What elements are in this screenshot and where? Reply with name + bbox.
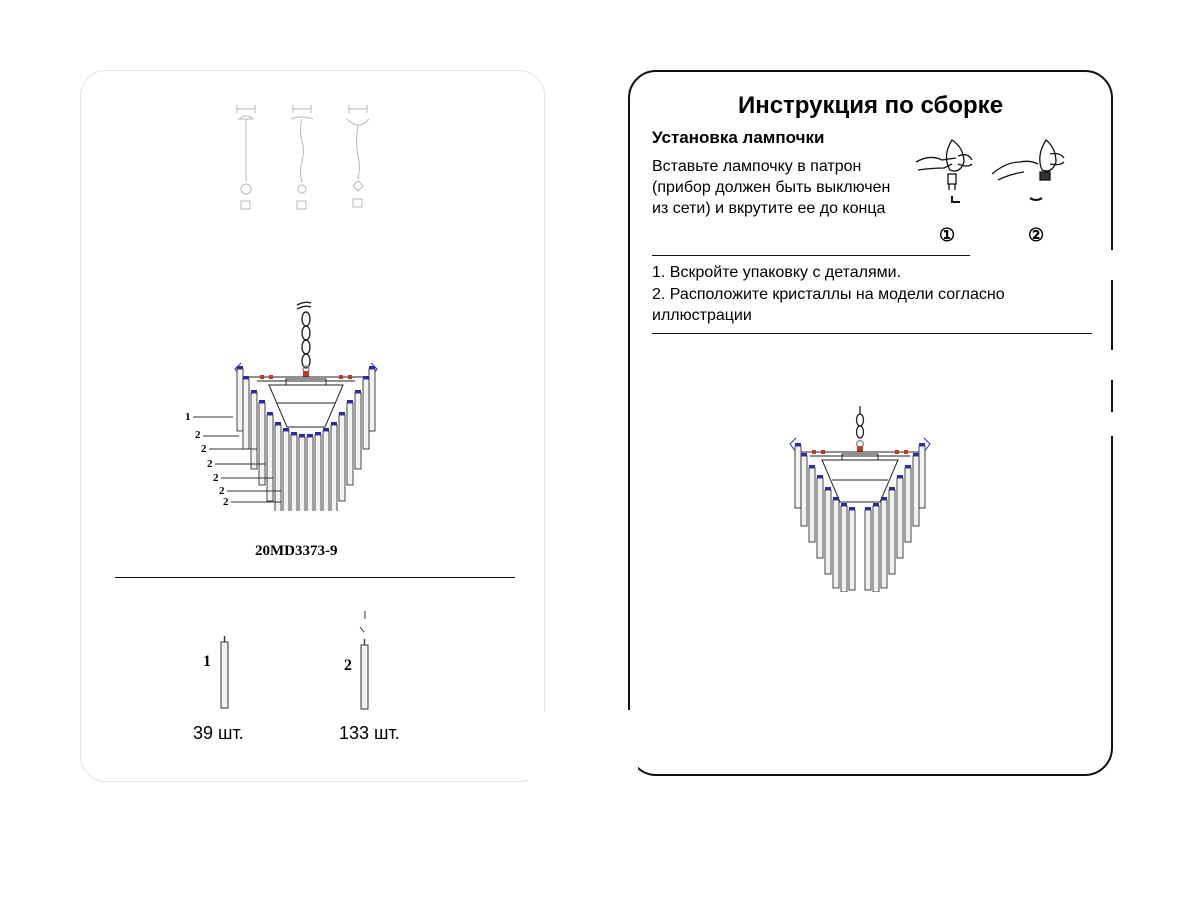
leader-label: 2 (207, 458, 213, 470)
crystal-rod (307, 437, 313, 511)
crystal-rod (919, 446, 925, 508)
leader-label: 2 (223, 496, 229, 508)
crystal-rod (369, 369, 375, 431)
variant-chain-b (291, 105, 313, 209)
crystal-cap (825, 487, 831, 490)
crystal-cap (873, 503, 879, 506)
bulb-step-2-icon (992, 140, 1064, 180)
crystal-rod (323, 431, 329, 511)
crystal-cap (817, 475, 823, 478)
instruction-step: 2. Расположите кристаллы на модели согласно иллюстрации (652, 286, 1005, 324)
bulb-install-illustration (912, 134, 1072, 226)
crystal-cap (905, 465, 911, 468)
crystal-rod (331, 425, 337, 511)
crystal-rod (347, 403, 353, 485)
crystal-cap (347, 400, 353, 403)
crystal-rod (339, 415, 345, 501)
crystal-cap (355, 390, 361, 393)
hanging-variants-illustration (229, 101, 399, 216)
crystal-rod (913, 456, 919, 526)
crystal-rod (795, 446, 801, 508)
crystal-rod (881, 500, 887, 588)
leader-label: 2 (195, 429, 201, 441)
crystal-cap (889, 487, 895, 490)
leader-label: 2 (201, 443, 207, 455)
bulb-step-1-icon (916, 140, 972, 190)
border-gap (1104, 412, 1118, 436)
border-gap (1104, 350, 1118, 380)
page-title: Инструкция по сборке (737, 92, 1004, 119)
crystal-cap (369, 366, 375, 369)
leader-label: 2 (213, 472, 219, 484)
crystal-type-1-icon (218, 636, 232, 711)
hook-icon (297, 302, 311, 309)
divider (652, 333, 1092, 334)
part-count: 39 шт. (193, 723, 244, 743)
crystal-cap (339, 412, 345, 415)
section-text: Вставьте лампочку в патрон (прибор должен быть выключен из сети) и вкрутите ее до конца (652, 158, 891, 217)
crystal-rod (817, 478, 823, 558)
leader-label: 2 (219, 485, 225, 497)
part-count: 133 шт. (339, 723, 400, 743)
crystal-cap (795, 443, 801, 446)
variant-chain-c (347, 105, 369, 207)
chandelier-illustration (780, 406, 940, 592)
crystal-cap (865, 507, 871, 510)
crystal-rod (889, 490, 895, 574)
instruction-step: 1. Вскройте упаковку с деталями. (652, 264, 902, 281)
crystal-rod (291, 435, 297, 511)
instructions-panel (628, 70, 1113, 776)
crystal-rod (841, 506, 847, 592)
crystal-cap (283, 428, 289, 431)
crystal-rod (905, 468, 911, 542)
leader-label: 1 (185, 411, 191, 423)
crystal-rod (355, 393, 361, 469)
crystal-cap (841, 503, 847, 506)
crystal-rod (363, 379, 369, 449)
crystal-cap (315, 432, 321, 435)
part-label: 1 (203, 653, 211, 670)
crystal-rod (283, 431, 289, 511)
section-title: Установка лампочки (652, 128, 825, 147)
crystal-cap (323, 428, 329, 431)
crystal-rod (849, 510, 855, 590)
crystal-rod (865, 510, 871, 590)
model-number: 20MD3373-9 (255, 543, 338, 559)
border-gap (1104, 250, 1118, 280)
crystal-cap (363, 376, 369, 379)
border-gap (620, 710, 638, 770)
crystal-cap (801, 453, 807, 456)
part-label: 2 (344, 657, 352, 674)
crystal-cap (243, 376, 249, 379)
crystal-cap (331, 422, 337, 425)
crystal-cap (881, 497, 887, 500)
crystal-cap (291, 432, 297, 435)
crystal-rod (873, 506, 879, 592)
crystal-cap (259, 400, 265, 403)
divider (115, 577, 515, 578)
parts-panel (80, 70, 545, 782)
crystal-cap (307, 434, 313, 437)
crystal-cap (913, 453, 919, 456)
crystal-cap (237, 366, 243, 369)
crystal-cap (897, 475, 903, 478)
crystal-cap (251, 390, 257, 393)
crystal-rod (825, 490, 831, 574)
divider (652, 255, 970, 256)
crystal-rod (833, 500, 839, 588)
step-marker: ② (1028, 225, 1045, 245)
crystal-cap (919, 443, 925, 446)
crystal-cap (833, 497, 839, 500)
crystal-cap (849, 507, 855, 510)
crystal-rod (801, 456, 807, 526)
border-gap (528, 712, 558, 792)
crystal-rod (299, 437, 305, 511)
crystal-type-2-icon (349, 609, 375, 713)
variant-chain-a (237, 105, 255, 209)
crystal-rod (315, 435, 321, 511)
step-marker: ① (939, 225, 956, 245)
crystal-cap (299, 434, 305, 437)
crystal-cap (809, 465, 815, 468)
crystal-rod (809, 468, 815, 542)
leader-lines (181, 404, 281, 514)
crystal-rod (897, 478, 903, 558)
